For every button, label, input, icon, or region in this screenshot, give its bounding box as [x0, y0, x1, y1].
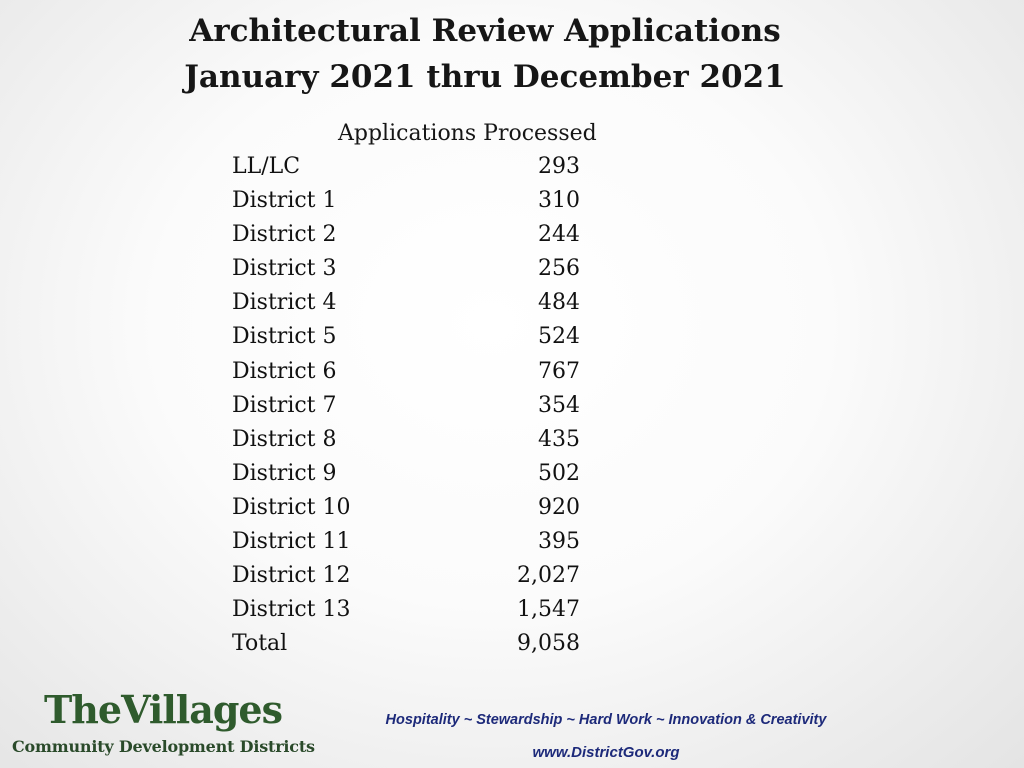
table-row [232, 525, 592, 559]
row-value: 484 [538, 290, 580, 316]
table-row [232, 457, 592, 491]
row-label: District 4 [232, 290, 337, 316]
page-subtitle: January 2021 thru December 2021 [184, 59, 786, 95]
total-label: Total [232, 631, 288, 657]
table-row-total [232, 627, 592, 661]
table-row [232, 218, 592, 252]
applications-table [232, 150, 592, 661]
row-label: District 1 [232, 188, 337, 214]
row-value: 524 [538, 324, 580, 350]
table-row [232, 559, 592, 593]
table-row [232, 320, 592, 354]
column-header: Applications Processed [338, 121, 597, 146]
table-row [232, 184, 592, 218]
logo-subtitle: Community Development Districts [12, 737, 315, 756]
row-label: District 2 [232, 222, 337, 248]
row-label: District 3 [232, 256, 337, 282]
table-row [232, 252, 592, 286]
row-value: 354 [538, 392, 580, 418]
table-row [232, 593, 592, 627]
row-label: District 8 [232, 426, 337, 452]
table-row [232, 389, 592, 423]
row-label: District 7 [232, 392, 337, 418]
row-value: 310 [538, 188, 580, 214]
row-label: District 6 [232, 358, 337, 384]
row-value: 244 [538, 222, 580, 248]
row-value: 767 [538, 358, 580, 384]
table-row [232, 150, 592, 184]
table-row [232, 286, 592, 320]
table-row [232, 423, 592, 457]
row-label: District 11 [232, 529, 351, 555]
row-label: District 12 [232, 563, 351, 589]
row-label: District 10 [232, 494, 351, 520]
logo-wordmark: TheVillages [44, 687, 282, 732]
row-value: 293 [538, 154, 580, 179]
row-value: 435 [538, 426, 580, 452]
total-value: 9,058 [517, 631, 580, 657]
row-label: LL/LC [232, 154, 301, 179]
row-label: District 9 [232, 460, 337, 486]
row-value: 502 [538, 460, 580, 486]
row-value: 256 [538, 256, 580, 282]
table-row [232, 355, 592, 389]
row-label: District 5 [232, 324, 337, 350]
footer-tagline: Hospitality ~ Stewardship ~ Hard Work ~ Innovation & Creativity [385, 712, 827, 728]
row-label: District 13 [232, 597, 351, 623]
row-value: 2,027 [517, 563, 580, 589]
footer-url: www.DistrictGov.org [532, 744, 680, 761]
row-value: 1,547 [517, 597, 580, 623]
row-value: 395 [538, 529, 580, 555]
the-villages-logo [12, 687, 315, 764]
page-title: Architectural Review Applications [189, 13, 781, 49]
table-row [232, 491, 592, 525]
row-value: 920 [538, 494, 580, 520]
